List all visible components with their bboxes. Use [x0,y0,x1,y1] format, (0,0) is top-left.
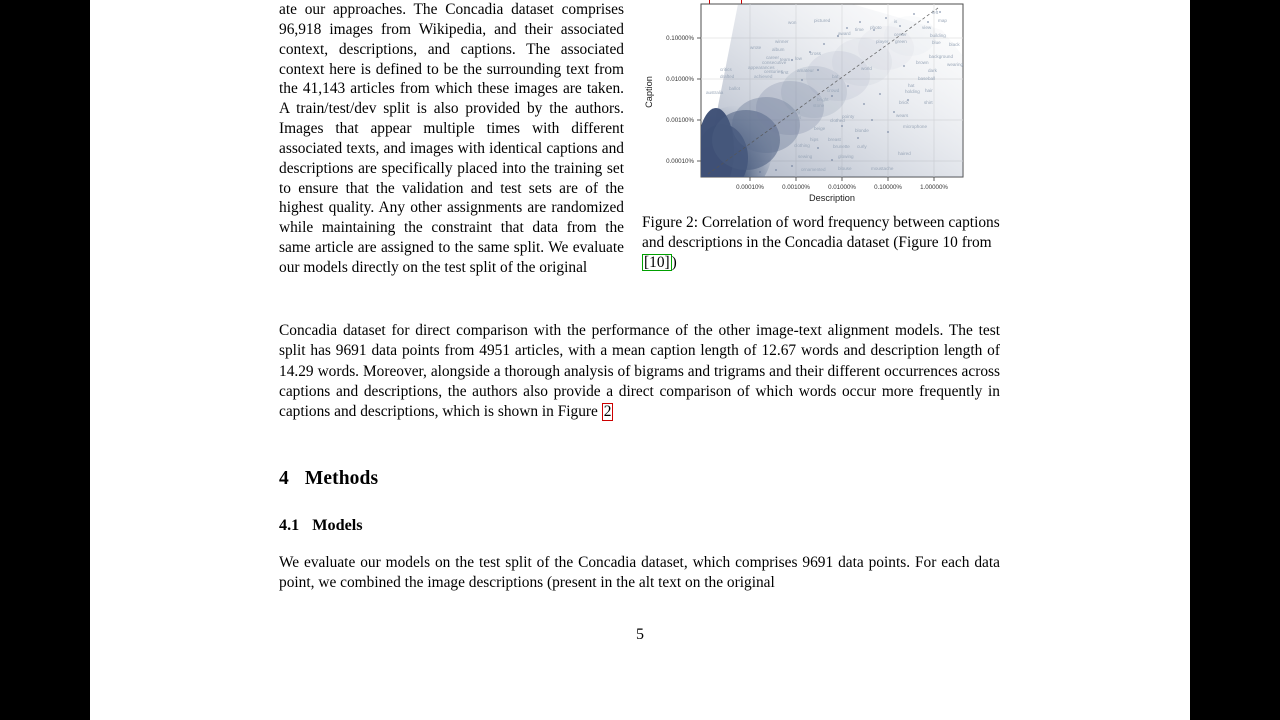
svg-text:curly: curly [857,144,867,149]
svg-text:bat: bat [832,74,839,79]
svg-text:view: view [922,25,932,30]
svg-text:baseball: baseball [918,76,936,81]
svg-text:album: album [772,47,785,52]
page-number: 5 [636,626,644,643]
x-axis [736,177,948,203]
figure-caption-suffix: ) [671,254,677,271]
figure-column [640,0,1000,271]
svg-text:winner: winner [775,39,789,44]
svg-text:inches: inches [788,115,802,120]
svg-text:centuries: centuries [764,69,783,74]
svg-text:clothed: clothed [830,118,845,123]
svg-text:ballot: ballot [729,86,740,91]
y-axis [644,35,701,165]
svg-text:haired: haired [898,151,911,156]
x-tick-3: 0.10000% [874,184,902,191]
svg-text:ornamented: ornamented [801,167,826,172]
svg-text:shirt: shirt [924,100,933,105]
subsection-title: Models [312,516,363,534]
citation-number: 10 [649,254,665,271]
svg-text:first: first [781,70,789,75]
svg-text:player: player [876,39,889,44]
y-axis-title: Caption [644,76,654,108]
figure-reference-link[interactable] [602,403,614,420]
body-paragraph-block [279,321,1000,422]
x-tick-0: 0.00010% [736,184,764,191]
pdf-page [90,0,1190,720]
svg-text:award: award [838,31,851,36]
svg-text:blouse: blouse [838,166,852,171]
x-tick-1: 0.00100% [782,184,810,191]
svg-text:microphone: microphone [903,124,928,129]
svg-text:center: center [894,32,907,37]
citation-link-10[interactable]: [10] [644,254,670,271]
body-paragraph [279,321,1000,422]
svg-text:dark: dark [928,68,937,73]
svg-text:wearing: wearing [947,62,964,67]
svg-text:is: is [894,19,898,24]
svg-text:brick: brick [899,100,909,105]
y-tick-0: 0.10000% [666,35,694,43]
scatter-plot [642,0,987,205]
svg-text:left: left [932,10,939,15]
svg-text:wears: wears [896,113,909,118]
svg-text:pictured: pictured [814,18,831,23]
svg-text:drafted: drafted [720,74,735,79]
body-paragraph-text: Concadia dataset for direct comparison with the performance of the other image-text alignment models. The test split has 9691 data points from 4951 articles, with a mean caption length of 12.67 words and description length of 14.29 words. Moreover, alongside a thorough analysis of bigrams and trigrams and their different occurrences across captions and descriptions, the authors also provide a direct comparison of which words occur more frequently in captions and descriptions, which is shown in Figure [279,322,1000,421]
svg-text:blonde: blonde [855,128,869,133]
last-paragraph: We evaluate our models on the test split of the Concadia dataset, which comprises 9691 data points. For each data point, we combined the image descriptions (present in the alt text on the original [279,554,1000,592]
svg-text:amateur: amateur [797,68,814,73]
svg-text:low: low [795,56,802,61]
svg-text:bearing: bearing [785,109,801,114]
y-tick-3: 0.00010% [666,158,694,166]
subsection-heading-models [279,516,363,535]
svg-text:critics: critics [720,67,732,72]
svg-text:hips: hips [810,137,819,142]
svg-text:building: building [930,33,946,38]
svg-text:career: career [766,55,780,60]
svg-text:green: green [895,39,907,44]
svg-text:clothing: clothing [794,143,810,148]
svg-text:background: background [929,54,954,59]
svg-text:glowing: glowing [838,154,854,159]
svg-text:team: team [780,57,791,62]
svg-text:beige: beige [814,126,826,131]
svg-text:blue: blue [932,40,941,45]
svg-text:black: black [949,42,960,47]
section-title: Methods [304,468,379,489]
section-heading-methods [279,468,378,490]
svg-text:hair: hair [925,88,933,93]
x-axis-title: Description [809,193,855,203]
svg-text:consecutive: consecutive [762,60,787,65]
figure-caption-prefix: Figure 2: Correlation of word frequency between captions and descriptions in the Concadia dataset (Figure 10 from [642,214,1000,251]
last-paragraph-block [279,553,1000,594]
svg-text:brown: brown [916,60,929,65]
svg-text:cross: cross [810,51,821,56]
svg-text:hat: hat [908,83,915,88]
svg-text:pointy: pointy [842,114,855,119]
svg-text:wrote: wrote [750,45,762,50]
scatter-points [696,4,963,194]
svg-text:australia: australia [706,90,724,95]
figure-caption [642,213,1002,273]
svg-text:crowd: crowd [827,88,840,93]
x-tick-4: 1.00000% [920,184,948,191]
svg-text:stone: stone [813,103,825,108]
section-number: 4 [279,468,289,489]
svg-text:breast: breast [828,137,841,142]
left-column-paragraph: ate our approaches. The Concadia dataset comprises 96,918 images from Wikipedia, and their associated context, descriptions, and captions. The associated context here is defined to be the surrounding text from the 41,143 articles from which these images are taken. A train/test/dev split is also provided by the authors. Images that appear multiple times with different associated texts, and images with identical captions and descriptions are specifically placed into the training set to ensure that the validation and test sets are of the highest quality. Any other assignments are randomized while maintaining the constraint that data from the same article are assigned to the same split. We evaluate our models directly on the test split of the original [279,1,624,276]
svg-text:moustache: moustache [871,166,894,171]
svg-text:won: won [788,20,797,25]
svg-text:holding: holding [905,89,920,94]
svg-text:achieved: achieved [754,74,773,79]
x-tick-2: 0.01000% [828,184,856,191]
y-tick-2: 0.00100% [666,117,694,125]
svg-text:time: time [855,27,864,32]
svg-text:photo: photo [870,25,882,30]
y-tick-1: 0.01000% [666,76,694,84]
figure-2 [642,0,1000,271]
svg-text:sewing: sewing [798,154,813,159]
svg-text:world: world [861,66,872,71]
figure-reference-number: 2 [603,403,612,421]
svg-text:brunette: brunette [833,144,850,149]
subsection-number: 4.1 [279,516,300,534]
svg-text:bright: bright [817,97,829,102]
svg-text:map: map [938,18,947,23]
left-column-text [279,0,624,278]
svg-text:appearances: appearances [748,65,775,70]
